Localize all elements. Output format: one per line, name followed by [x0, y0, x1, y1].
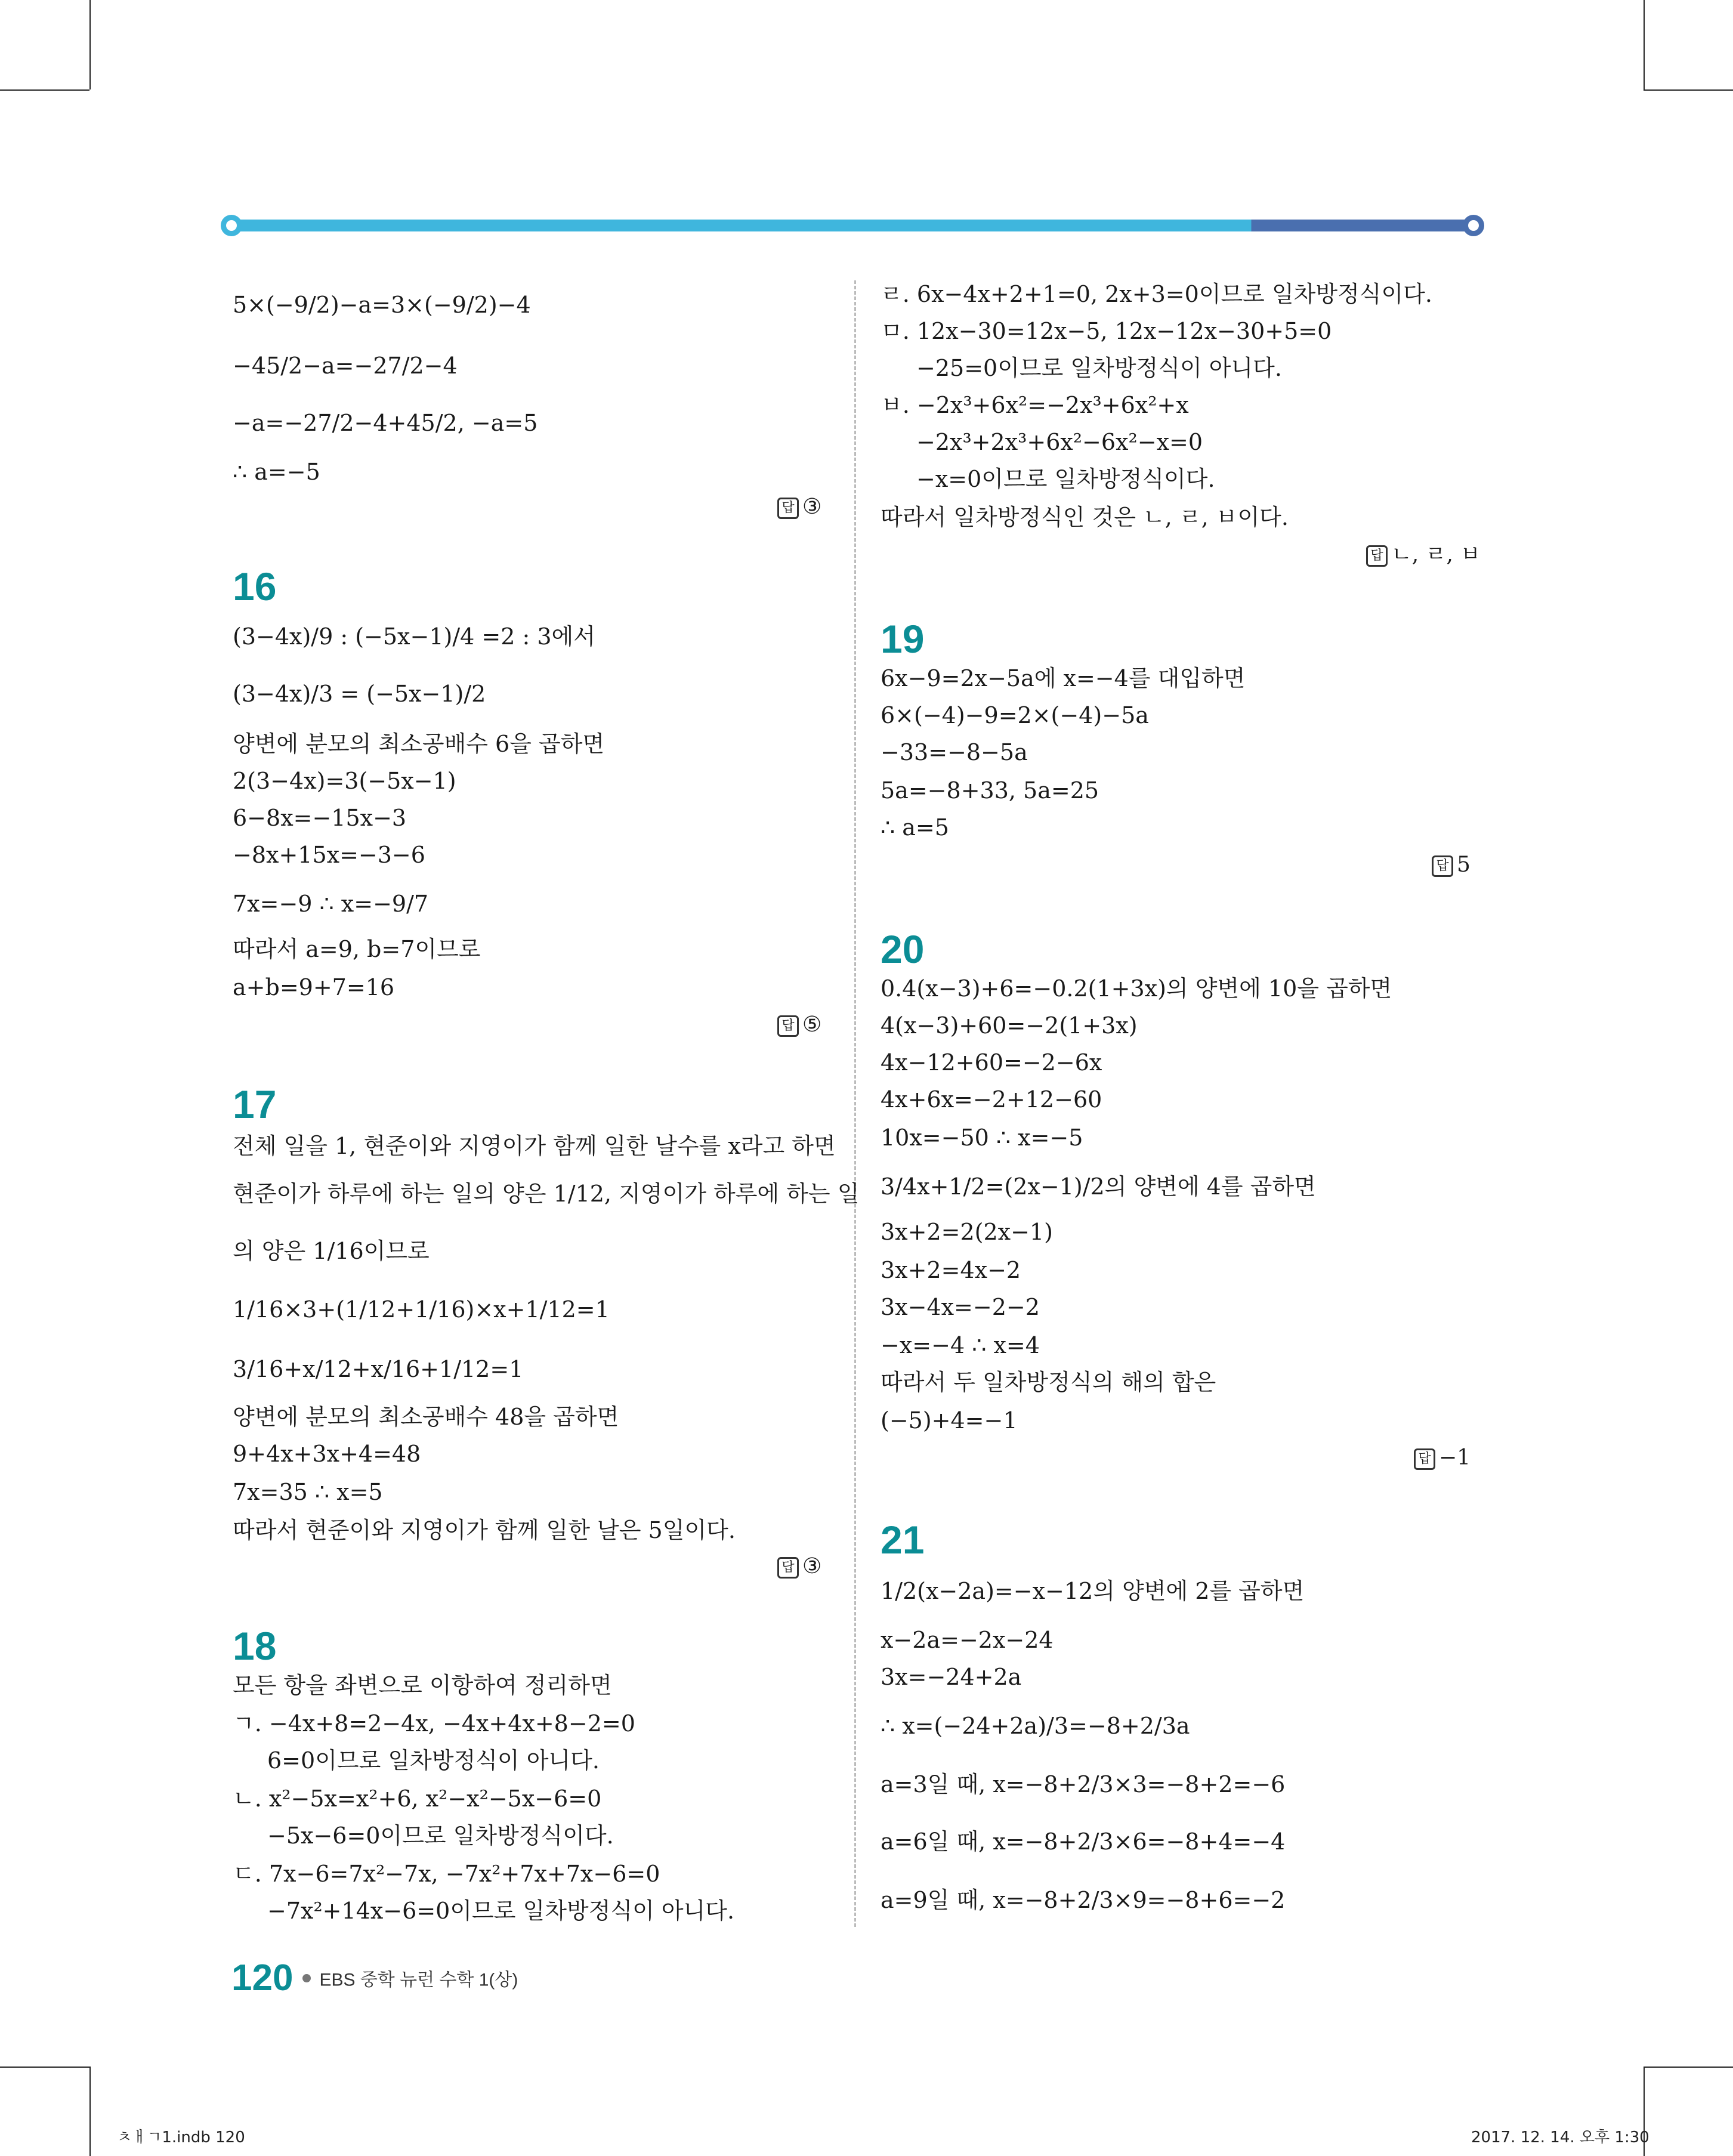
page-number: 120 — [231, 1957, 294, 1999]
text-line: 모든 항을 좌변으로 이항하여 정리하면 — [233, 1672, 612, 1698]
answer — [777, 495, 821, 519]
page-footer — [231, 1957, 518, 1999]
answer — [777, 1013, 821, 1037]
eq-line: 6×(−4)−9=2×(−4)−5a — [881, 702, 1149, 728]
problem-number: 16 — [233, 564, 277, 609]
eq-line: (−5)+4=−1 — [881, 1407, 1018, 1434]
eq-line: 4x−12+60=−2−6x — [881, 1049, 1102, 1076]
eq-line: 1/16×3+(1/12+1/16)×x+1/12=1 — [233, 1296, 610, 1323]
eq-line: −2x³+2x³+6x²−6x²−x=0 — [916, 429, 1203, 455]
eq-line: ㄱ. −4x+8=2−4x, −4x+4x+8−2=0 — [233, 1710, 635, 1737]
eq-line: a=9일 때, x=−8+2/3×9=−8+6=−2 — [881, 1887, 1286, 1913]
eq-line: ㅁ. 12x−30=12x−5, 12x−12x−30+5=0 — [881, 318, 1332, 344]
crop-mark — [89, 0, 91, 89]
eq-line: ∴ a=−5 — [233, 459, 320, 485]
answer — [1366, 543, 1481, 567]
eq-line: −a=−27/2−4+45/2, −a=5 — [233, 410, 538, 436]
eq-line: 4(x−3)+60=−2(1+3x) — [881, 1012, 1138, 1039]
answer-tag: 답 — [777, 1015, 799, 1037]
eq-line: 7x=−9 ∴ x=−9/7 — [233, 891, 429, 917]
answer-tag: 답 — [1432, 855, 1453, 877]
eq-line: ∴ x=(−24+2a)/3=−8+2/3a — [881, 1713, 1190, 1739]
header-bar — [222, 220, 1477, 231]
eq-line: −25=0이므로 일차방정식이 아니다. — [916, 355, 1282, 381]
text-line: 양변에 분모의 최소공배수 48을 곱하면 — [233, 1404, 619, 1430]
eq-line: ㄹ. 6x−4x+2+1=0, 2x+3=0이므로 일차방정식이다. — [881, 281, 1433, 307]
problem-number: 17 — [233, 1082, 277, 1126]
eq-line: 3x+2=4x−2 — [881, 1257, 1021, 1283]
header-bar-right-dot — [1463, 215, 1484, 236]
problem-number: 20 — [881, 927, 925, 971]
eq-line: 3/4x+1/2=(2x−1)/2의 양변에 4를 곱하면 — [881, 1173, 1316, 1200]
eq-line: 2(3−4x)=3(−5x−1) — [233, 768, 456, 794]
header-bar-left-dot — [221, 215, 242, 236]
eq-line: 6=0이므로 일차방정식이 아니다. — [267, 1747, 600, 1774]
book-title: EBS 중학 뉴런 수학 1(상) — [319, 1970, 518, 1990]
answer — [1414, 1446, 1471, 1470]
crop-mark — [89, 2067, 91, 2156]
crop-mark — [0, 89, 89, 91]
eq-line: −x=0이므로 일차방정식이다. — [916, 466, 1215, 492]
eq-line: 10x=−50 ∴ x=−5 — [881, 1125, 1083, 1151]
answer-value: ③ — [802, 1554, 822, 1579]
answer-tag: 답 — [777, 1557, 799, 1579]
answer-value: ③ — [802, 495, 822, 519]
text-line: 따라서 일차방정식인 것은 ㄴ, ㄹ, ㅂ이다. — [881, 504, 1289, 530]
eq-line: ∴ a=5 — [881, 814, 949, 841]
eq-line: −5x−6=0이므로 일차방정식이다. — [267, 1823, 614, 1849]
answer-tag: 답 — [1366, 545, 1388, 567]
eq-line: −8x+15x=−3−6 — [233, 842, 425, 868]
eq-line: 3x+2=2(2x−1) — [881, 1219, 1053, 1245]
eq-line: 5a=−8+33, 5a=25 — [881, 777, 1099, 804]
eq-line: 3x−4x=−2−2 — [881, 1294, 1040, 1320]
answer — [1432, 853, 1471, 877]
crop-mark — [1644, 0, 1645, 89]
answer-tag: 답 — [1414, 1448, 1435, 1470]
text-line: 양변에 분모의 최소공배수 6을 곱하면 — [233, 731, 605, 757]
eq-line: a+b=9+7=16 — [233, 974, 395, 1000]
eq-line: ㄴ. x²−5x=x²+6, x²−x²−5x−6=0 — [233, 1786, 602, 1812]
eq-line: x−2a=−2x−24 — [881, 1627, 1054, 1653]
eq-line: 0.4(x−3)+6=−0.2(1+3x)의 양변에 10을 곱하면 — [881, 975, 1392, 1002]
answer — [777, 1555, 821, 1579]
slug-file: ㅊㅐㄱ1.indb 120 — [117, 2129, 245, 2146]
eq-line: ㅂ. −2x³+6x²=−2x³+6x²+x — [881, 392, 1189, 418]
eq-line: 7x=35 ∴ x=5 — [233, 1479, 383, 1505]
answer-value: −1 — [1439, 1445, 1471, 1470]
eq-line: 4x+6x=−2+12−60 — [881, 1086, 1102, 1113]
answer-value: ㄴ, ㄹ, ㅂ — [1391, 542, 1481, 567]
eq-line: −7x²+14x−6=0이므로 일차방정식이 아니다. — [267, 1898, 735, 1924]
problem-number: 18 — [233, 1624, 277, 1668]
text-line: 따라서 a=9, b=7이므로 — [233, 936, 481, 962]
eq-line: (3−4x)/9 : (−5x−1)/4 =2 : 3에서 — [233, 623, 595, 650]
answer-value: 5 — [1457, 852, 1471, 877]
text-line: 따라서 두 일차방정식의 해의 합은 — [881, 1369, 1216, 1395]
answer-tag: 답 — [777, 498, 799, 519]
problem-number: 21 — [881, 1518, 925, 1562]
eq-line: 6x−9=2x−5a에 x=−4를 대입하면 — [881, 665, 1246, 691]
eq-line: 5×(−9/2)−a=3×(−9/2)−4 — [233, 292, 531, 318]
eq-line: 9+4x+3x+4=48 — [233, 1441, 421, 1467]
text-line: 의 양은 1/16이므로 — [233, 1238, 430, 1264]
eq-line: 1/2(x−2a)=−x−12의 양변에 2를 곱하면 — [881, 1578, 1305, 1604]
eq-line: ㄷ. 7x−6=7x²−7x, −7x²+7x+7x−6=0 — [233, 1861, 660, 1887]
crop-mark — [1644, 2067, 1733, 2068]
eq-line: −45/2−a=−27/2−4 — [233, 353, 458, 379]
crop-mark — [1644, 89, 1733, 91]
eq-line: a=6일 때, x=−8+2/3×6=−8+4=−4 — [881, 1828, 1286, 1855]
eq-line: −x=−4 ∴ x=4 — [881, 1332, 1040, 1358]
eq-line: (3−4x)/3 = (−5x−1)/2 — [233, 681, 486, 707]
eq-line: 6−8x=−15x−3 — [233, 805, 407, 831]
bullet-icon — [302, 1974, 311, 1982]
problem-number: 19 — [881, 617, 925, 661]
crop-mark — [0, 2067, 89, 2068]
eq-line: 3x=−24+2a — [881, 1664, 1022, 1690]
column-divider — [854, 280, 856, 1927]
eq-line: a=3일 때, x=−8+2/3×3=−8+2=−6 — [881, 1771, 1286, 1797]
text-line: 현준이가 하루에 하는 일의 양은 1/12, 지영이가 하루에 하는 일 — [233, 1181, 860, 1207]
text-line: 따라서 현준이와 지영이가 함께 일한 날은 5일이다. — [233, 1517, 736, 1543]
text-line: 전체 일을 1, 현준이와 지영이가 함께 일한 날수를 x라고 하면 — [233, 1133, 836, 1159]
eq-line: 3/16+x/12+x/16+1/12=1 — [233, 1356, 524, 1382]
eq-line: −33=−8−5a — [881, 739, 1028, 765]
answer-value: ⑤ — [802, 1012, 822, 1037]
slug-date: 2017. 12. 14. 오후 1:30 — [1471, 2129, 1649, 2146]
